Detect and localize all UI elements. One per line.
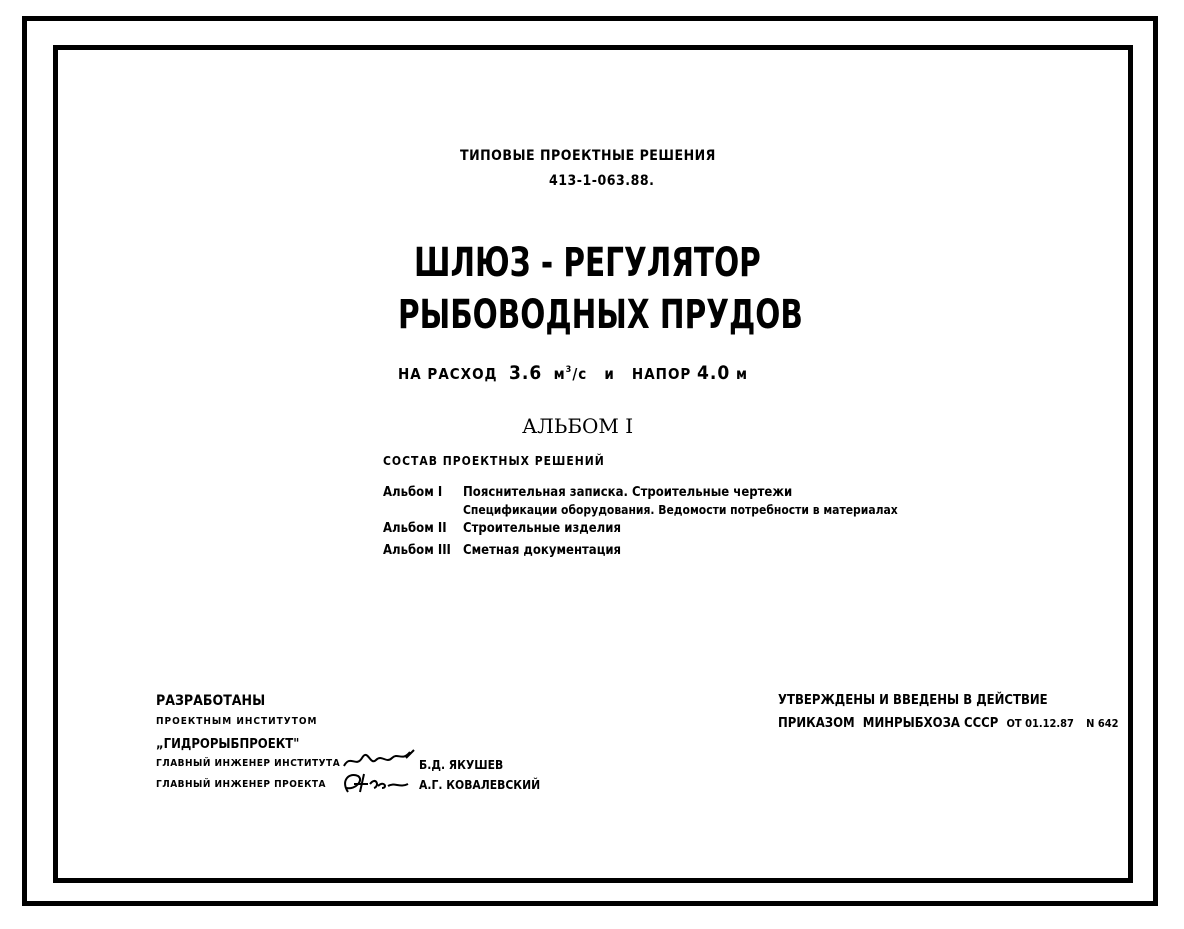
head-value: 4.0 xyxy=(697,362,731,384)
album-contents: Спецификации оборудования. Ведомости потребности в материалах xyxy=(463,503,898,517)
album-title: АЛЬБОМ I xyxy=(522,414,634,438)
series-number: 413-1-063.88. xyxy=(549,173,655,189)
head-unit: м xyxy=(735,365,749,383)
flow-unit-sup: 3 xyxy=(565,365,573,375)
developed-by-subheading: ПРОЕКТНЫМ ИНСТИТУТОМ xyxy=(156,716,318,727)
ministry-name: МИНРЫБХОЗА СССР xyxy=(862,716,999,731)
flow-unit-rest: /с xyxy=(572,365,588,383)
composition-row xyxy=(383,543,621,558)
chief-engineer-institute-name: Б.Д. ЯКУШЕВ xyxy=(419,758,504,772)
institute-name: „ГИДРОРЫБПРОЕКТ" xyxy=(156,737,300,752)
developed-by-heading: РАЗРАБОТАНЫ xyxy=(156,693,266,709)
main-title-line2: РЫБОВОДНЫХ ПРУДОВ xyxy=(398,292,803,338)
approval-number: N 642 xyxy=(1086,717,1119,730)
flow-unit-m: м xyxy=(553,365,566,383)
album-label: Альбом I xyxy=(383,485,443,500)
album-label: Альбом II xyxy=(383,521,447,536)
album-contents: Сметная документация xyxy=(463,543,622,558)
main-title-line1: ШЛЮЗ - РЕГУЛЯТОР xyxy=(414,240,761,286)
signature-2 xyxy=(334,770,414,796)
chief-engineer-project-name: А.Г. КОВАЛЕВСКИЙ xyxy=(419,778,541,792)
album-contents: Строительные изделия xyxy=(463,521,621,536)
head-label: НАПОР xyxy=(631,365,692,383)
composition-row xyxy=(463,503,898,517)
flow-label: НА РАСХОД xyxy=(398,365,498,383)
approval-order-prefix: ПРИКАЗОМ xyxy=(778,716,855,731)
subtitle-parameters xyxy=(398,362,748,384)
approval-order xyxy=(778,716,1119,731)
album-label: Альбом III xyxy=(383,543,451,558)
chief-engineer-project-role: ГЛАВНЫЙ ИНЖЕНЕР ПРОЕКТА xyxy=(156,779,327,790)
composition-row xyxy=(383,521,621,536)
approval-statement: УТВЕРЖДЕНЫ И ВВЕДЕНЫ В ДЕЙСТВИЕ xyxy=(778,693,1048,708)
flow-value: 3.6 xyxy=(508,362,543,384)
approval-date: ОТ 01.12.87 xyxy=(1006,717,1074,730)
composition-heading: СОСТАВ ПРОЕКТНЫХ РЕШЕНИЙ xyxy=(383,454,605,468)
chief-engineer-institute-role: ГЛАВНЫЙ ИНЖЕНЕР ИНСТИТУТА xyxy=(156,758,341,769)
series-title: ТИПОВЫЕ ПРОЕКТНЫЕ РЕШЕНИЯ xyxy=(460,148,716,164)
conjunction: и xyxy=(604,365,615,383)
composition-row xyxy=(383,485,792,500)
album-contents: Пояснительная записка. Строительные чертежи xyxy=(463,485,793,500)
